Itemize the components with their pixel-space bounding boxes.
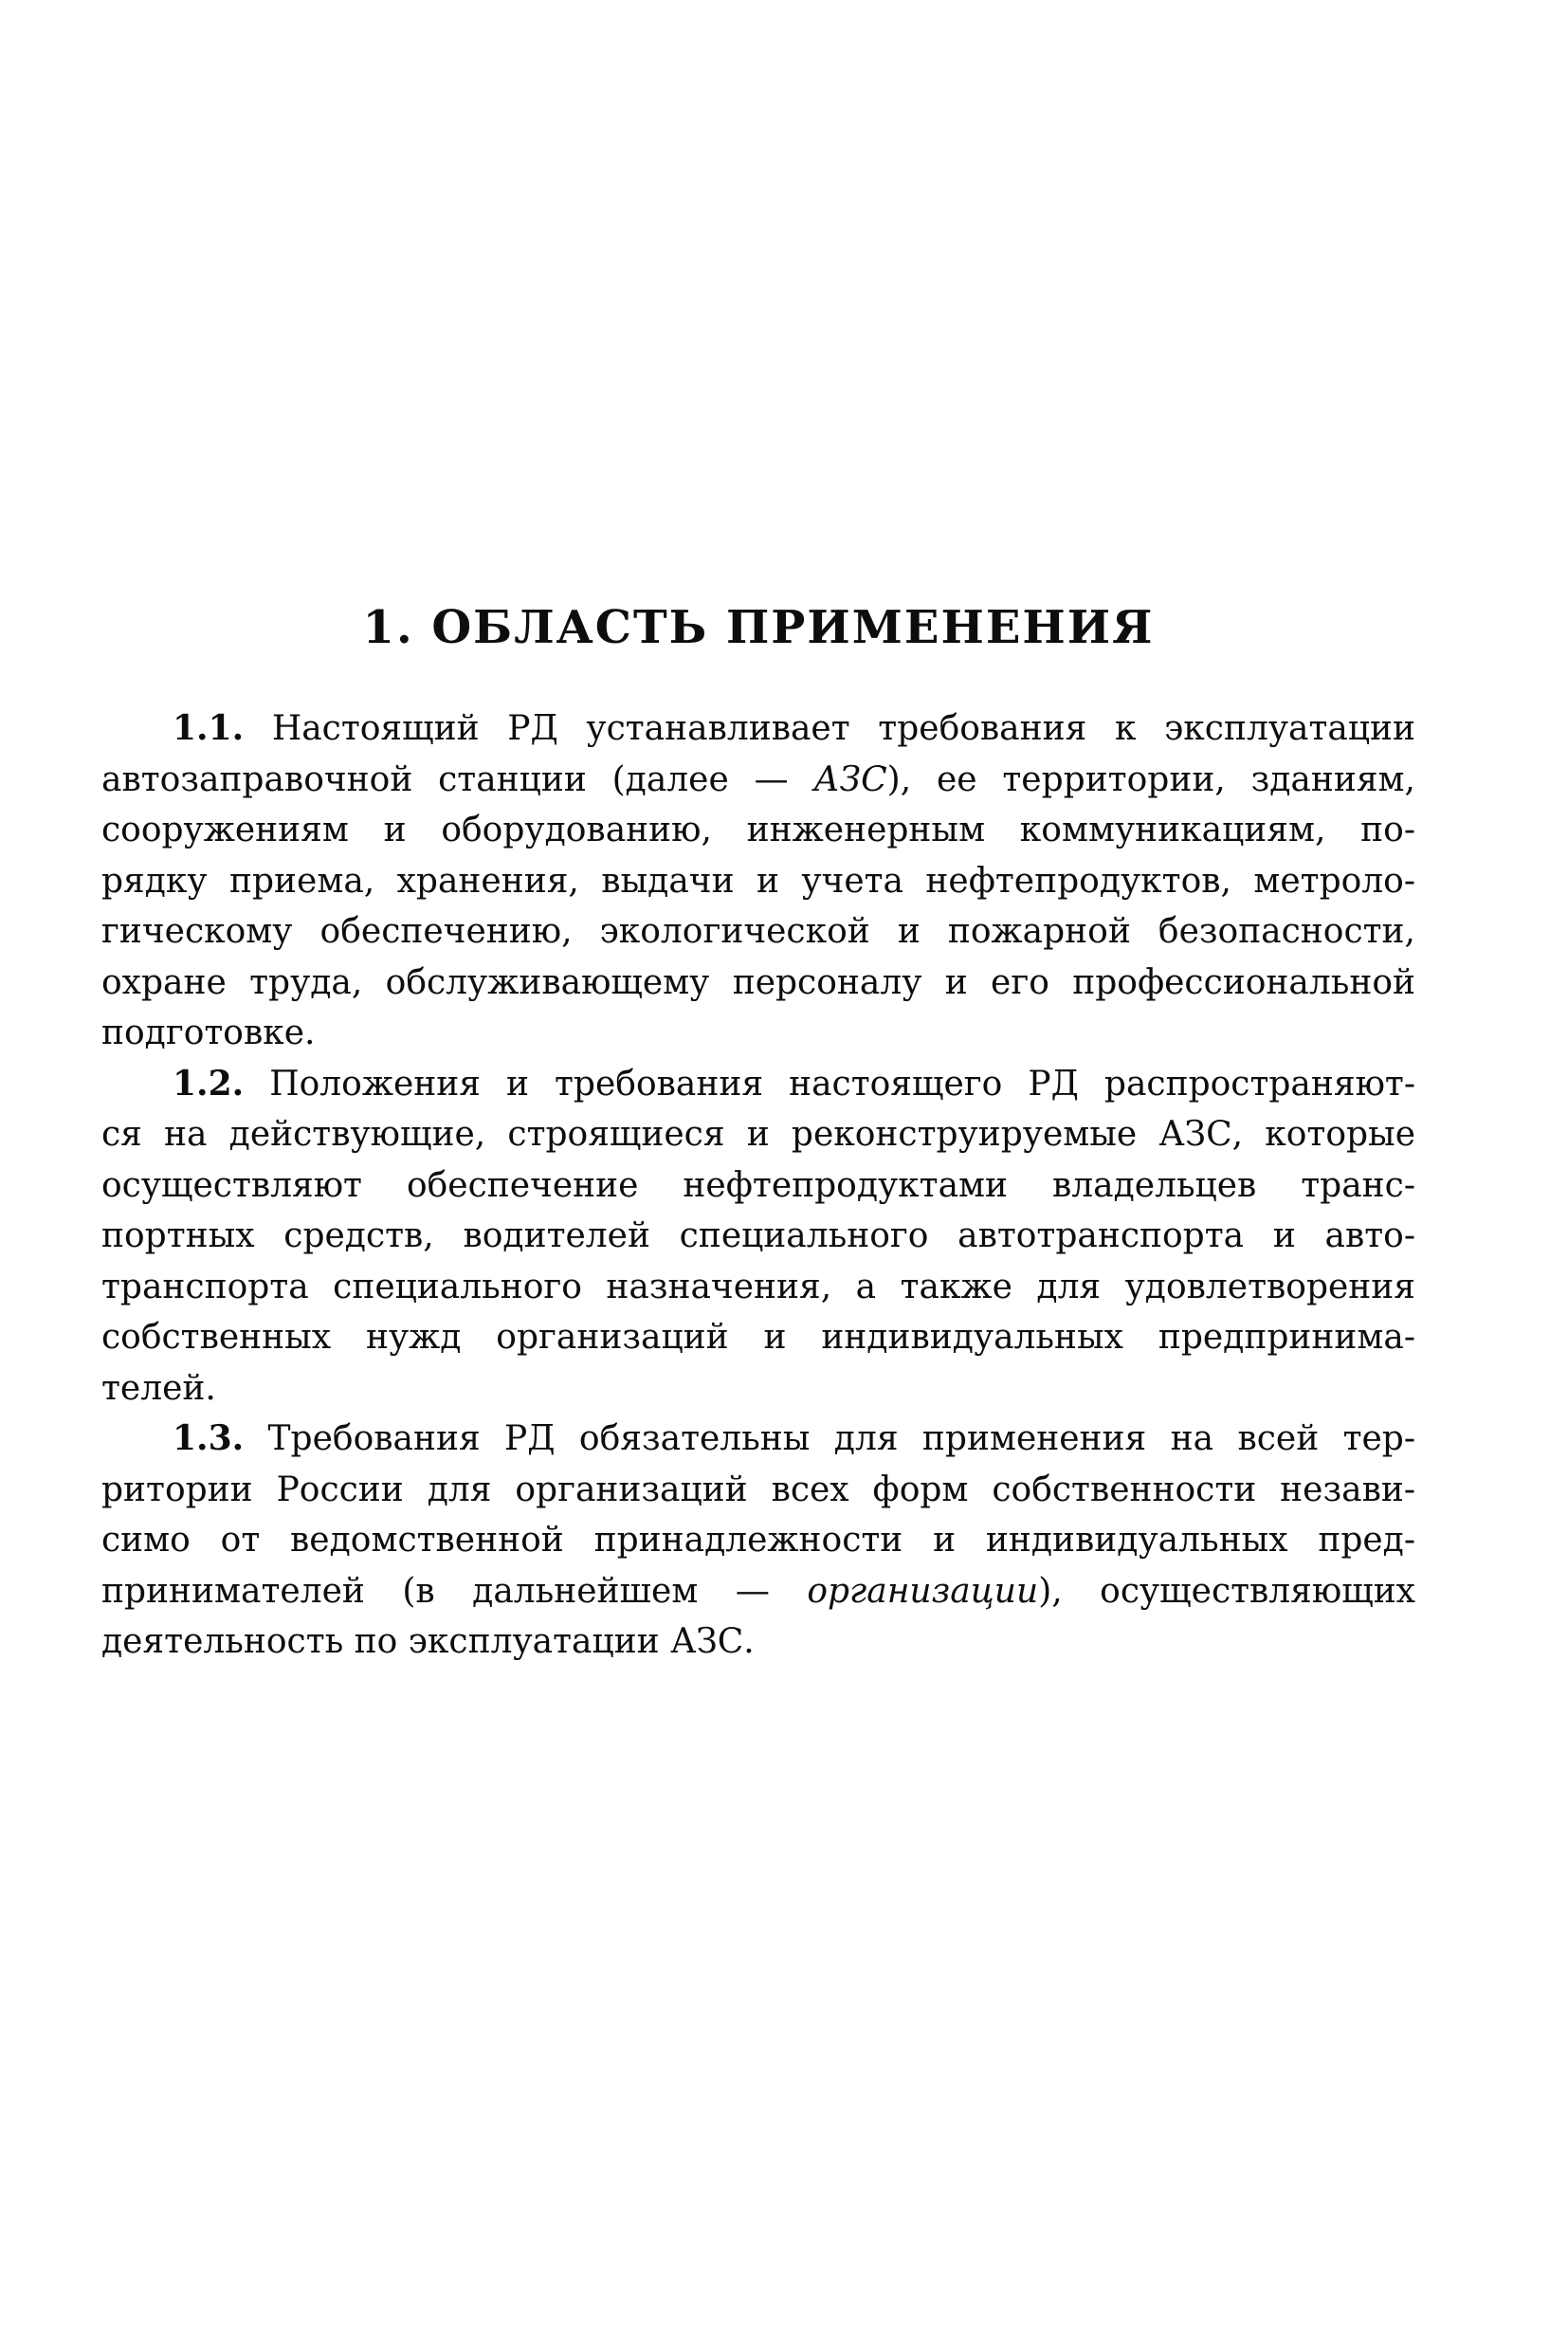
document-body [101,703,1415,1668]
text-segment: симо от ведомственной принадлежности и индивидуальных пред- [101,1521,1415,1560]
text-segment: сооружениям и оборудованию, инженерным коммуникациям, по- [101,811,1415,849]
text-line [101,1059,1415,1110]
text-line [101,805,1415,856]
text-line [101,1363,1415,1415]
text-segment: принимателей (в дальнейшем — [101,1571,808,1611]
paragraph-number: 1.1. [173,708,245,748]
text-segment: телей. [101,1368,216,1408]
text-line [101,1008,1415,1059]
text-line [101,906,1415,958]
text-line [101,1262,1415,1313]
text-segment: собственных нужд организаций и индивидуальных предпринима- [101,1318,1415,1357]
text-segment: деятельность по эксплуатации АЗС. [101,1622,755,1661]
text-segment: подготовке. [101,1013,316,1052]
text-line [101,1160,1415,1212]
text-segment: автозаправочной станции (далее — [101,759,814,799]
text-segment: рядку приема, хранения, выдачи и учета нефтепродуктов, метроло- [101,861,1415,901]
text-line [101,703,1415,755]
text-line [101,958,1415,1009]
text-segment: Настоящий РД устанавливает требования к эксплуатации [244,709,1415,748]
text-line [101,856,1415,907]
emphasized-term: АЗС [813,759,887,799]
text-segment: Положения и требования настоящего РД распространяют- [244,1064,1415,1104]
paragraph-number: 1.3. [173,1418,245,1458]
text-line [101,1211,1415,1262]
paragraph-number: 1.2. [173,1063,245,1104]
text-line [101,1312,1415,1363]
text-segment: ), ее территории, зданиям, [886,759,1415,799]
text-segment: осуществляют обеспечение нефтепродуктами владельцев транс- [101,1165,1415,1205]
text-segment: охране труда, обслуживающему персоналу и его профессиональной [101,962,1415,1002]
text-line [101,1465,1415,1516]
text-segment: ся на действующие, строящиеся и реконструируемые АЗС, которые [101,1115,1415,1154]
emphasized-term: организации [807,1571,1039,1611]
text-segment: Требования РД обязательны для применения на всей тер- [244,1419,1415,1458]
text-segment: ), осуществляющих [1038,1571,1415,1611]
text-line [101,755,1415,806]
text-line [101,1109,1415,1160]
text-segment: транспорта специального назначения, а также для удовлетворения [101,1267,1415,1306]
text-segment: гическому обеспечению, экологической и пожарной безопасности, [101,912,1415,951]
text-line [101,1414,1415,1465]
text-segment: ритории России для организаций всех форм собственности незави- [101,1470,1415,1509]
section-heading: 1. ОБЛАСТЬ ПРИМЕНЕНИЯ [362,601,1155,654]
text-line [101,1566,1415,1617]
text-segment: портных средств, водителей специального автотранспорта и авто- [101,1216,1415,1255]
text-line [101,1616,1415,1668]
text-line [101,1515,1415,1566]
